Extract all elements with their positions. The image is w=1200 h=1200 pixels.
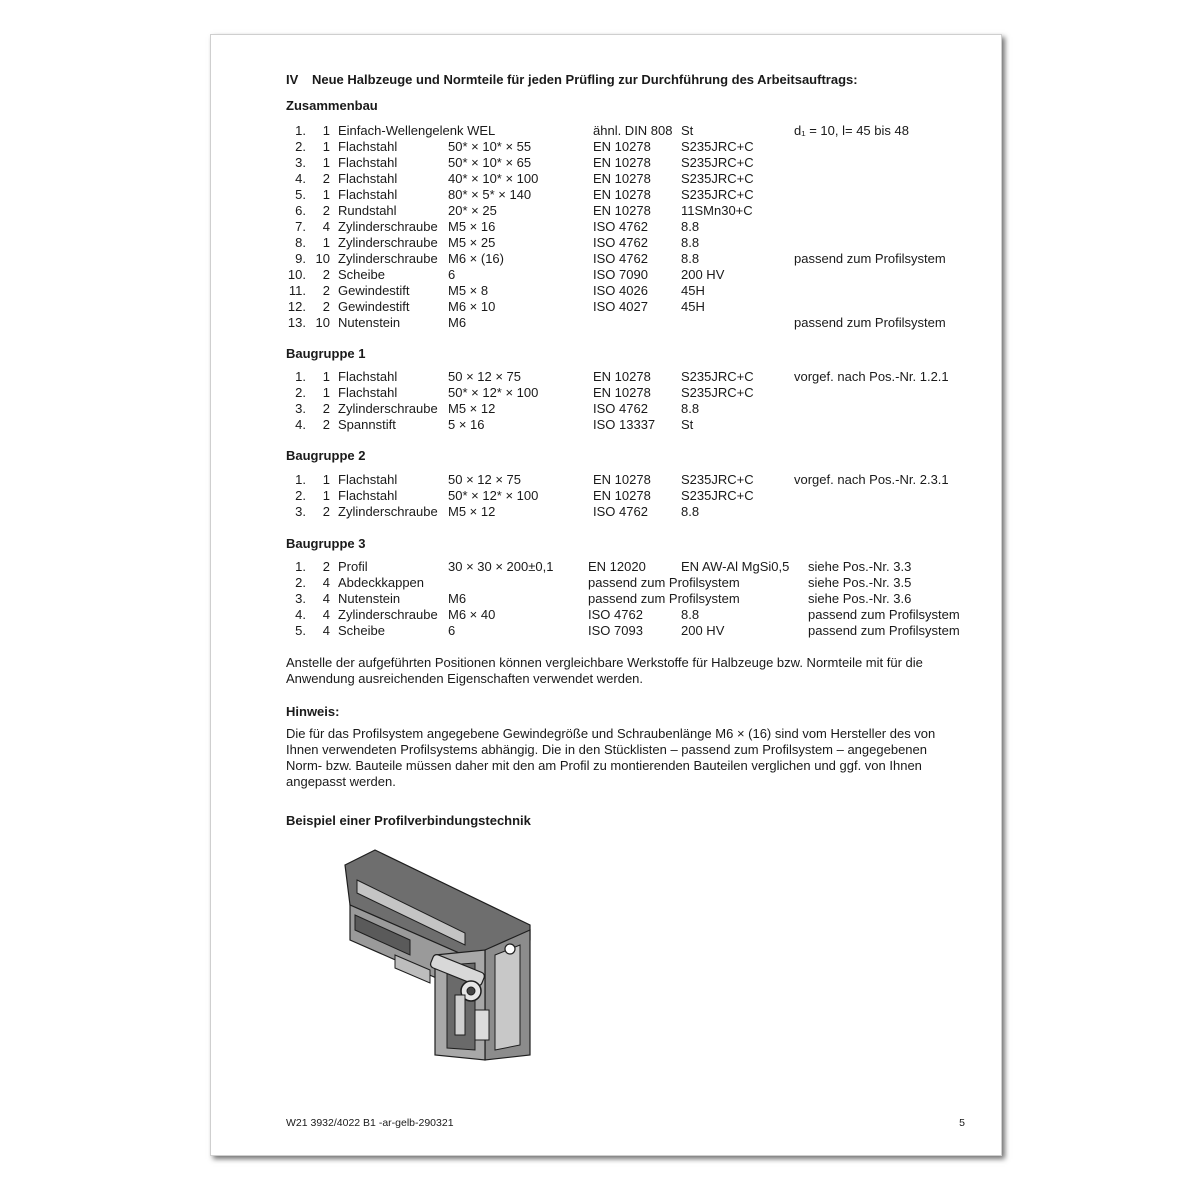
- cell-position: 11.: [288, 283, 306, 298]
- cell-standard: ISO 4026: [593, 283, 648, 298]
- cell-standard: ISO 7090: [593, 267, 648, 282]
- cell-dimension: 6: [448, 267, 456, 282]
- cell-designation: Rundstahl: [338, 203, 397, 218]
- cell-designation: Flachstahl: [338, 139, 398, 154]
- cell-position: 4.: [295, 171, 306, 186]
- cell-dimension: M5 × 16: [448, 219, 496, 234]
- cell-standard: ISO 4762: [593, 251, 648, 266]
- cell-quantity: 2: [322, 267, 330, 282]
- cell-standard: EN 10278: [593, 187, 651, 202]
- cell-material: 45H: [681, 283, 705, 298]
- cell-material: 8.8: [681, 401, 700, 416]
- cell-quantity: 1: [322, 187, 330, 202]
- cell-quantity: 1: [322, 369, 330, 384]
- cell-quantity: 4: [322, 623, 330, 638]
- cell-standard: EN 10278: [593, 155, 651, 170]
- section-heading: [286, 72, 858, 87]
- cell-material: S235JRC+C: [681, 385, 754, 400]
- cell-designation: Zylinderschraube: [338, 607, 438, 622]
- cell-material: 8.8: [681, 219, 700, 234]
- cell-material: S235JRC+C: [681, 472, 754, 487]
- cell-position: 1.: [295, 559, 306, 574]
- cell-quantity: 1: [322, 385, 330, 400]
- cell-position: 7.: [295, 219, 306, 234]
- cell-quantity: 2: [322, 171, 330, 186]
- cell-standard: ähnl. DIN 808: [593, 123, 673, 138]
- cell-designation: Flachstahl: [338, 385, 398, 400]
- profile-connection-illustration: [335, 845, 535, 1065]
- cell-dimension: 20* × 25: [448, 203, 497, 218]
- cell-position: 1.: [295, 369, 306, 384]
- cell-quantity: 1: [322, 488, 330, 503]
- cell-dimension: 5 × 16: [448, 417, 485, 432]
- cell-material: 45H: [681, 299, 705, 314]
- cell-material: 8.8: [681, 607, 700, 622]
- cell-quantity: 2: [322, 504, 330, 519]
- cell-position: 9.: [295, 251, 306, 266]
- cell-material: 8.8: [681, 504, 700, 519]
- cell-quantity: 1: [322, 139, 330, 154]
- cell-note: passend zum Profilsystem: [794, 315, 946, 330]
- cell-designation: Nutenstein: [338, 591, 401, 606]
- cell-quantity: 10: [315, 251, 330, 266]
- cell-quantity: 4: [322, 575, 330, 590]
- cell-position: 12.: [287, 299, 306, 314]
- cell-note: vorgef. nach Pos.-Nr. 1.2.1: [794, 369, 949, 384]
- cell-material: St: [681, 417, 694, 432]
- cell-designation: Zylinderschraube: [338, 401, 438, 416]
- cell-position: 3.: [295, 504, 306, 519]
- cell-designation: Flachstahl: [338, 171, 398, 186]
- hinweis-paragraph: Die für das Profilsystem angegebene Gewindegröße und Schraubenlänge M6 × (16) sind vom Hersteller des von Ihnen verwendeten Profilsystems abhängig. Die in den Stücklisten – passend zum Profilsystem – angegebenen Norm- bzw. Bauteile müssen daher mit den am Profil zu montierenden Bauteilen verglichen und ggf. von Ihnen angepasst werden.: [286, 726, 936, 789]
- cell-designation: Zylinderschraube: [338, 504, 438, 519]
- cell-material: 200 HV: [681, 267, 725, 282]
- cell-designation: Flachstahl: [338, 472, 398, 487]
- cell-quantity: 4: [322, 607, 330, 622]
- cell-quantity: 1: [322, 472, 330, 487]
- cell-material: S235JRC+C: [681, 488, 754, 503]
- cell-dimension: 50* × 12* × 100: [448, 488, 539, 503]
- cell-position: 4.: [295, 607, 306, 622]
- cell-designation: Gewindestift: [338, 299, 410, 314]
- cell-designation: Flachstahl: [338, 369, 398, 384]
- cell-note: vorgef. nach Pos.-Nr. 2.3.1: [794, 472, 949, 487]
- cell-designation: Scheibe: [338, 623, 385, 638]
- cell-standard: ISO 13337: [593, 417, 656, 432]
- cell-position: 10.: [287, 267, 306, 282]
- cell-designation: Abdeckkappen: [338, 575, 425, 590]
- cell-dimension: 80* × 5* × 140: [448, 187, 532, 202]
- cell-standard: EN 10278: [593, 472, 651, 487]
- cell-position: 5.: [295, 187, 306, 202]
- cell-standard: EN 10278: [593, 369, 651, 384]
- substitution-paragraph: Anstelle der aufgeführten Positionen können vergleichbare Werkstoffe für Halbzeuge bzw. Normteile mit für die Anwendung ausreichenden Eigenschaften verwendet werden.: [286, 655, 923, 686]
- example-title: Beispiel einer Profilverbindungstechnik: [286, 813, 531, 828]
- cell-standard: ISO 4762: [588, 607, 643, 622]
- cell-designation: Einfach-Wellengelenk WEL: [338, 123, 496, 138]
- cell-quantity: 2: [322, 417, 330, 432]
- cell-quantity: 2: [322, 283, 330, 298]
- cell-material: S235JRC+C: [681, 139, 754, 154]
- cell-note: siehe Pos.-Nr. 3.6: [808, 591, 912, 606]
- cell-standard: EN 10278: [593, 385, 651, 400]
- cell-quantity: 1: [322, 235, 330, 250]
- cell-material: 8.8: [681, 235, 700, 250]
- cell-dimension: M5 × 25: [448, 235, 496, 250]
- cell-position: 13.: [287, 315, 306, 330]
- cell-standard: EN 10278: [593, 171, 651, 186]
- document-page: [210, 34, 1002, 1156]
- cell-note: passend zum Profilsystem: [808, 623, 960, 638]
- cell-standard: passend zum Profilsystem: [588, 591, 740, 606]
- cell-standard: ISO 4027: [593, 299, 648, 314]
- cell-dimension: 50* × 10* × 55: [448, 139, 532, 154]
- cell-note: d₁ = 10, l= 45 bis 48: [794, 123, 909, 138]
- cell-quantity: 2: [322, 401, 330, 416]
- cell-dimension: M6 × 40: [448, 607, 496, 622]
- cell-position: 5.: [295, 623, 306, 638]
- cell-designation: Spannstift: [338, 417, 396, 432]
- cell-dimension: 50 × 12 × 75: [448, 369, 522, 384]
- cell-standard: ISO 4762: [593, 504, 648, 519]
- cell-position: 2.: [295, 139, 306, 154]
- subsection-title-baugruppe-1: Baugruppe 1: [286, 346, 366, 361]
- cell-standard: passend zum Profilsystem: [588, 575, 740, 590]
- cell-position: 2.: [295, 385, 306, 400]
- cell-designation: Zylinderschraube: [338, 251, 438, 266]
- cell-standard: EN 10278: [593, 139, 651, 154]
- cell-designation: Flachstahl: [338, 488, 398, 503]
- cell-designation: Zylinderschraube: [338, 219, 438, 234]
- cell-dimension: 50* × 12* × 100: [448, 385, 539, 400]
- subsection-title-baugruppe-2: Baugruppe 2: [286, 448, 366, 463]
- cell-dimension: M6: [448, 591, 467, 606]
- cell-quantity: 1: [322, 123, 330, 138]
- cell-dimension: 40* × 10* × 100: [448, 171, 539, 186]
- cell-dimension: M6 × 10: [448, 299, 496, 314]
- cell-standard: EN 10278: [593, 488, 651, 503]
- cell-position: 6.: [295, 203, 306, 218]
- cell-position: 3.: [295, 401, 306, 416]
- cell-designation: Profil: [338, 559, 368, 574]
- cell-note: siehe Pos.-Nr. 3.3: [808, 559, 912, 574]
- cell-designation: Scheibe: [338, 267, 385, 282]
- cell-position: 1.: [295, 472, 306, 487]
- cell-designation: Flachstahl: [338, 155, 398, 170]
- subsection-title-baugruppe-3: Baugruppe 3: [286, 536, 366, 551]
- cell-dimension: 50 × 12 × 75: [448, 472, 522, 487]
- cell-dimension: M5 × 8: [448, 283, 489, 298]
- cell-material: S235JRC+C: [681, 369, 754, 384]
- cell-standard: EN 10278: [593, 203, 651, 218]
- cell-dimension: 6: [448, 623, 456, 638]
- subsection-title-zusammenbau: Zusammenbau: [286, 98, 378, 113]
- cell-material: 200 HV: [681, 623, 725, 638]
- cell-position: 4.: [295, 417, 306, 432]
- cell-designation: Zylinderschraube: [338, 235, 438, 250]
- cell-material: 11SMn30+C: [681, 203, 753, 218]
- cell-standard: EN 12020: [588, 559, 646, 574]
- document-code: W21 3932/4022 B1 -ar-gelb-290321: [286, 1117, 454, 1129]
- cell-position: 3.: [295, 591, 306, 606]
- section-title: Neue Halbzeuge und Normteile für jeden Prüfling zur Durchführung des Arbeitsauftrags:: [312, 72, 858, 87]
- cell-dimension: M6: [448, 315, 467, 330]
- cell-standard: ISO 4762: [593, 235, 648, 250]
- page-number: 5: [959, 1117, 965, 1129]
- cell-material: EN AW-Al MgSi0,5: [681, 559, 790, 574]
- cell-material: St: [681, 123, 694, 138]
- cell-dimension: 50* × 10* × 65: [448, 155, 532, 170]
- cell-quantity: 4: [322, 591, 330, 606]
- cell-designation: Flachstahl: [338, 187, 398, 202]
- cell-note: passend zum Profilsystem: [794, 251, 946, 266]
- cell-standard: ISO 4762: [593, 219, 648, 234]
- cell-dimension: M6 × (16): [448, 251, 504, 266]
- cell-material: S235JRC+C: [681, 187, 754, 202]
- cell-standard: ISO 7093: [588, 623, 643, 638]
- cell-quantity: 2: [322, 299, 330, 314]
- cell-position: 8.: [295, 235, 306, 250]
- cell-quantity: 2: [322, 559, 330, 574]
- cell-material: S235JRC+C: [681, 171, 754, 186]
- cell-position: 1.: [295, 123, 306, 138]
- cell-dimension: 30 × 30 × 200±0,1: [448, 559, 554, 574]
- section-number: IV: [286, 72, 299, 87]
- hinweis-title: Hinweis:: [286, 704, 340, 719]
- cell-material: 8.8: [681, 251, 700, 266]
- cell-quantity: 4: [322, 219, 330, 234]
- cell-designation: Nutenstein: [338, 315, 401, 330]
- cell-designation: Gewindestift: [338, 283, 410, 298]
- cell-dimension: M5 × 12: [448, 401, 496, 416]
- cell-material: S235JRC+C: [681, 155, 754, 170]
- cell-position: 2.: [295, 488, 306, 503]
- cell-quantity: 10: [315, 315, 330, 330]
- cell-dimension: M5 × 12: [448, 504, 496, 519]
- cell-position: 3.: [295, 155, 306, 170]
- cell-position: 2.: [295, 575, 306, 590]
- cell-standard: ISO 4762: [593, 401, 648, 416]
- cell-note: passend zum Profilsystem: [808, 607, 960, 622]
- cell-quantity: 1: [322, 155, 330, 170]
- cell-quantity: 2: [322, 203, 330, 218]
- cell-note: siehe Pos.-Nr. 3.5: [808, 575, 912, 590]
